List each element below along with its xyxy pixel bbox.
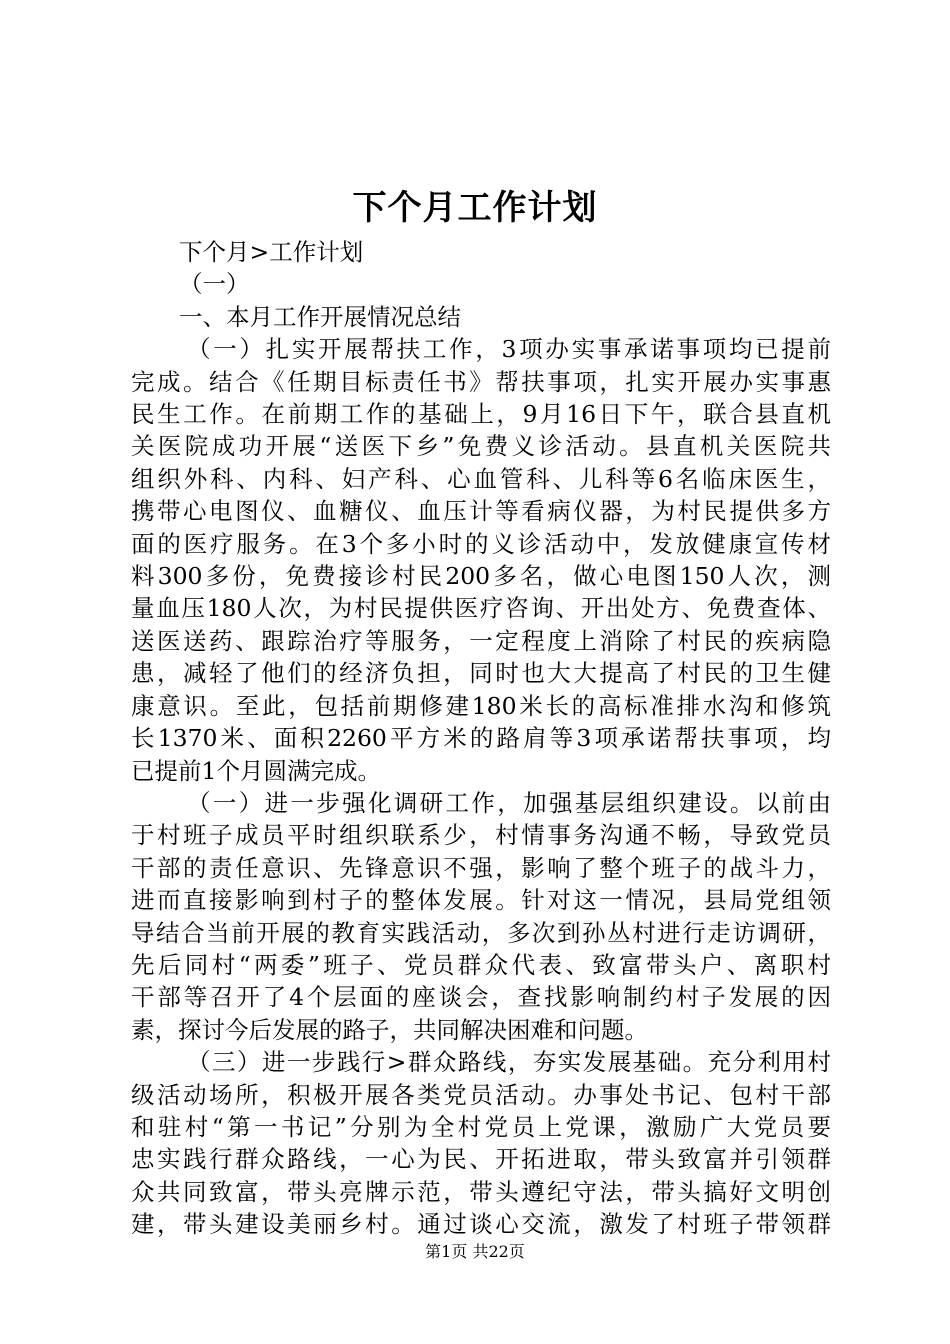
text-line: （一）扎实开展帮扶工作，3项办实事承诺事项均已提前	[187, 335, 831, 364]
text-line: 和驻村“第一书记”分别为全村党员上党课，激励广大党员要	[131, 1112, 831, 1141]
text-line: 送医送药、跟踪治疗等服务，一定程度上消除了村民的疾病隐	[131, 626, 831, 655]
text-line: 携带心电图仪、血糖仪、血压计等看病仪器，为村民提供多方	[131, 497, 831, 526]
text-line: 关医院成功开展“送医下乡”免费义诊活动。县直机关医院共	[131, 432, 831, 461]
text-line: 康意识。至此，包括前期修建180米长的高标准排水沟和修筑	[131, 691, 831, 720]
text-line: 长1370米、面积2260平方米的路肩等3项承诺帮扶事项，均	[131, 724, 831, 753]
text-line: 进而直接影响到村子的整体发展。针对这一情况，县局党组领	[131, 886, 831, 915]
text-line: 民生工作。在前期工作的基础上，9月16日下午，联合县直机	[131, 400, 831, 429]
text-line: 先后同村“两委”班子、党员群众代表、致富带头户、离职村	[131, 950, 831, 979]
page-footer: 第1页 共22页	[425, 1242, 525, 1261]
text-line: 已提前1个月圆满完成。	[131, 756, 381, 785]
text-line: 患，减轻了他们的经济负担，同时也大大提高了村民的卫生健	[131, 659, 831, 688]
text-line: 建，带头建设美丽乡村。通过谈心交流，激发了村班子带领群	[131, 1210, 831, 1239]
text-line: 导结合当前开展的教育实践活动，多次到孙丛村进行走访调研，	[131, 918, 831, 947]
text-line: 一、本月工作开展情况总结	[179, 302, 461, 331]
text-line: 组织外科、内科、妇产科、心血管科、儿科等6名临床医生，	[131, 464, 831, 493]
text-line: 干部的责任意识、先锋意识不强，影响了整个班子的战斗力，	[131, 853, 831, 882]
text-line: 级活动场所，积极开展各类党员活动。办事处书记、包村干部	[131, 1080, 831, 1109]
text-line: 众共同致富，带头亮牌示范，带头遵纪守法，带头搞好文明创	[131, 1177, 831, 1206]
text-line: 忠实践行群众路线，一心为民、开拓进取，带头致富并引领群	[131, 1145, 831, 1174]
document-body	[131, 236, 831, 1241]
text-line: （三）进一步践行>群众路线，夯实发展基础。充分利用村	[187, 1048, 831, 1077]
text-line: 面的医疗服务。在3个多小时的义诊活动中，发放健康宣传材	[131, 529, 831, 558]
text-line: 干部等召开了4个层面的座谈会，查找影响制约村子发展的因	[131, 983, 831, 1012]
page-title: 下个月工作计划	[352, 188, 598, 228]
text-line: 完成。结合《任期目标责任书》帮扶事项，扎实开展办实事惠	[131, 367, 831, 396]
text-line: （一）	[179, 270, 250, 299]
text-line: （一）进一步强化调研工作，加强基层组织建设。以前由	[187, 788, 831, 817]
text-line: 下个月>工作计划	[179, 238, 364, 266]
text-line: 量血压180人次，为村民提供医疗咨询、开出处方、免费查体、	[131, 594, 831, 623]
text-line: 于村班子成员平时组织联系少，村情事务沟通不畅，导致党员	[131, 821, 831, 850]
text-line: 素，探讨今后发展的路子，共同解决困难和问题。	[131, 1015, 648, 1044]
text-line: 料300多份，免费接诊村民200多名，做心电图150人次，测	[131, 562, 831, 591]
